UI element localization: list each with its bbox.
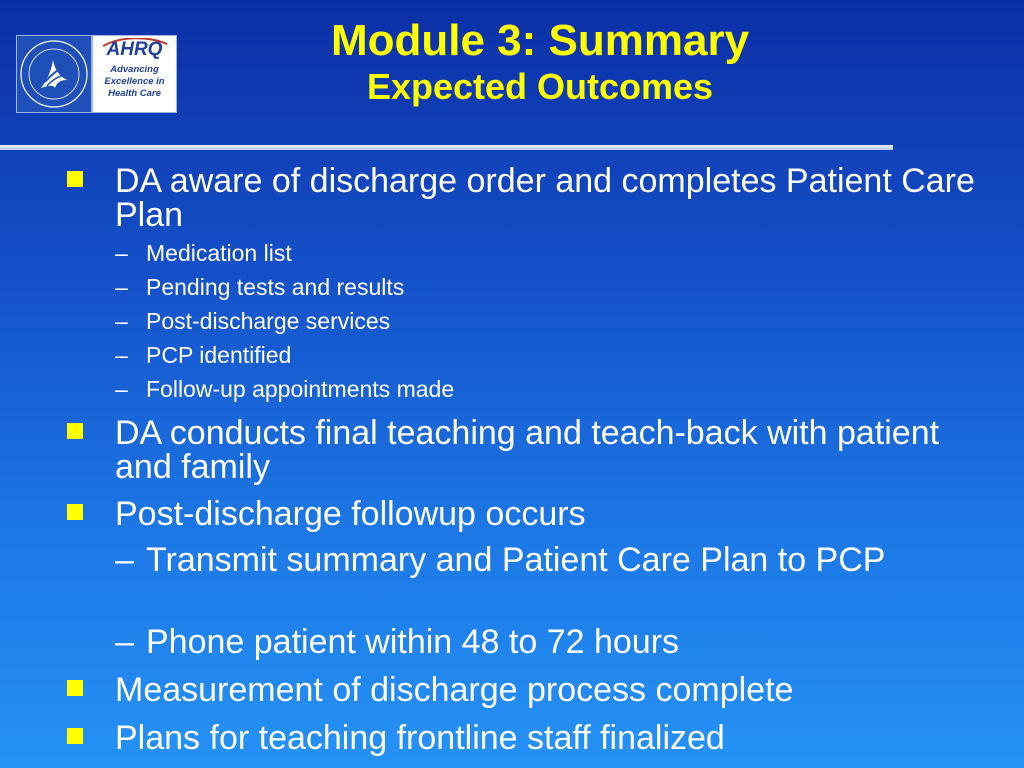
bullet-text: Measurement of discharge process complete: [115, 671, 794, 709]
square-bullet-icon: [67, 504, 83, 520]
sub-bullet-text: Transmit summary and Patient Care Plan to PCP: [146, 541, 886, 579]
dash-bullet-icon: –: [115, 274, 128, 300]
ahrq-logo: [92, 35, 177, 113]
dash-bullet-icon: –: [115, 541, 134, 579]
ahrq-tagline: [95, 64, 174, 100]
square-bullet-icon: [67, 171, 83, 187]
ahrq-tagline-line: Health Care: [108, 88, 161, 99]
bullet-text: DA conducts final teaching and teach-back with patient and family: [115, 414, 940, 486]
dash-bullet-icon: –: [115, 240, 128, 266]
sub-bullet-text: Pending tests and results: [146, 274, 405, 300]
slide-subtitle: Expected Outcomes: [366, 66, 714, 107]
ahrq-tagline-line: Advancing: [110, 64, 159, 75]
dash-bullet-icon: –: [115, 623, 134, 661]
ahrq-wordmark: AHRQ: [106, 39, 163, 60]
square-bullet-icon: [67, 728, 83, 744]
title-block: [200, 16, 880, 108]
sub-bullet-text: PCP identified: [146, 342, 292, 368]
title-divider: [0, 145, 893, 150]
logo-group: [16, 35, 176, 111]
slide-title: Module 3: Summary: [330, 16, 750, 65]
hhs-seal-logo: [16, 35, 92, 113]
square-bullet-icon: [67, 423, 83, 439]
bullet-text: Plans for teaching frontline staff finalized: [115, 719, 725, 757]
dash-bullet-icon: –: [115, 308, 128, 334]
sub-bullet-text: Medication list: [146, 240, 292, 266]
sub-bullet-text: Follow-up appointments made: [146, 376, 455, 402]
dash-bullet-icon: –: [115, 376, 128, 402]
bullet-text: DA aware of discharge order and completes Patient Care Plan: [115, 162, 975, 234]
bullet-text: Post-discharge followup occurs: [115, 495, 586, 533]
square-bullet-icon: [67, 680, 83, 696]
sub-bullet-text: Phone patient within 48 to 72 hours: [146, 623, 680, 661]
hhs-eagle-icon: [17, 36, 91, 112]
ahrq-tagline-line: Excellence in: [104, 76, 165, 87]
sub-bullet-text: Post-discharge services: [146, 308, 391, 334]
dash-bullet-icon: –: [115, 342, 128, 368]
